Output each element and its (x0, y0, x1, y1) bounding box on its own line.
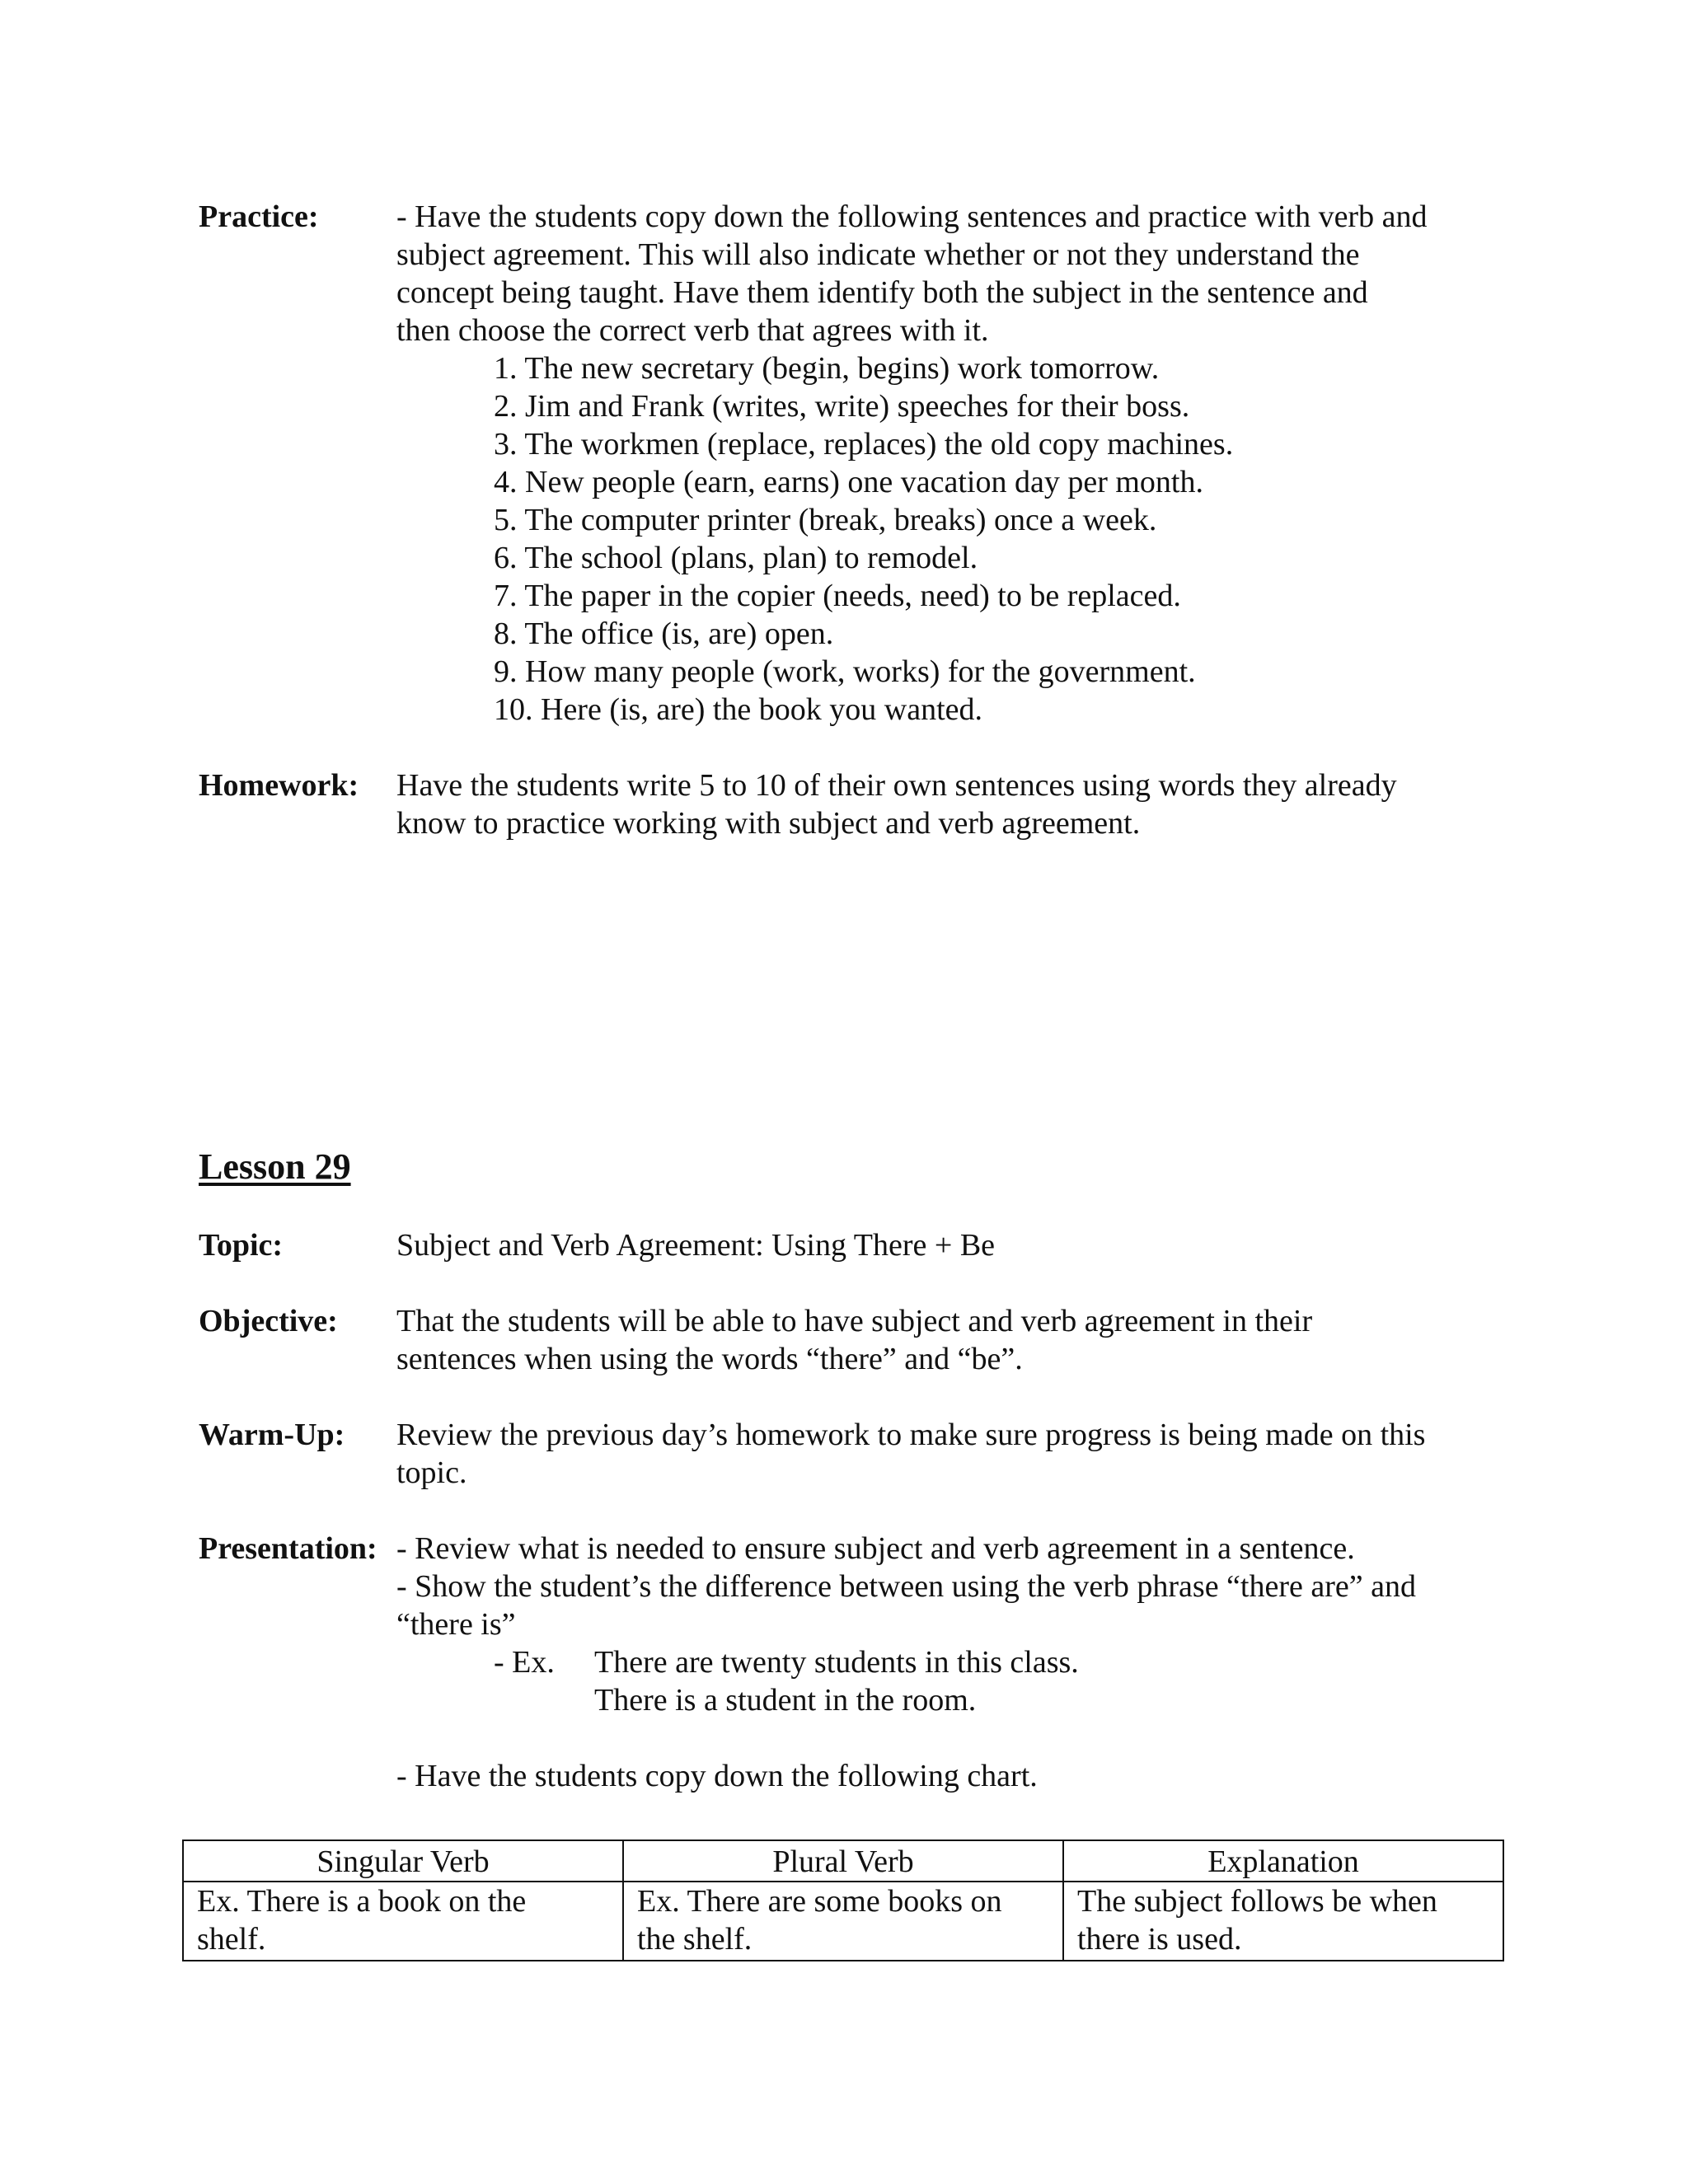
practice-label: Practice: (199, 199, 319, 234)
topic-label: Topic: (199, 1228, 284, 1263)
topic-text: Subject and Verb Agreement: Using There + Be (396, 1228, 996, 1263)
practice-item: 7. The paper in the copier (needs, need) to be replaced. (494, 579, 1181, 613)
example-row (396, 1643, 1688, 1681)
presentation-line: - Show the student’s the difference between using the verb phrase “there are” and (396, 1569, 1416, 1604)
practice-intro-line: - Have the students copy down the following sentences and practice with verb and (396, 199, 1428, 234)
homework-line: Have the students write 5 to 10 of their own sentences using words they already (396, 768, 1397, 803)
cell-line: there is used. (1077, 1922, 1242, 1957)
practice-item: 10. Here (is, are) the book you wanted. (494, 692, 983, 727)
warmup-body (396, 1416, 1688, 1492)
cell-line: shelf. (197, 1922, 266, 1957)
table-header-plural: Plural Verb (623, 1840, 1063, 1882)
practice-item: 4. New people (earn, earns) one vacation day per month. (494, 465, 1203, 499)
lesson-title: Lesson 29 (199, 1146, 351, 1187)
table-cell-plural (623, 1882, 1063, 1961)
table-cell-explanation (1063, 1882, 1503, 1961)
example-text: There is a student in the room. (594, 1683, 977, 1718)
practice-item: 9. How many people (work, works) for the government. (494, 654, 1196, 689)
objective-label: Objective: (199, 1304, 338, 1338)
warmup-line: Review the previous day’s homework to make sure progress is being made on this (396, 1418, 1426, 1452)
cell-line: Ex. There is a book on the (197, 1884, 527, 1919)
example-tag: - Ex. (494, 1645, 555, 1680)
practice-intro-line: then choose the correct verb that agrees with it. (396, 313, 989, 348)
presentation-label: Presentation: (199, 1531, 377, 1566)
practice-item: 2. Jim and Frank (writes, write) speeches for their boss. (494, 389, 1190, 424)
table-row (183, 1882, 1503, 1961)
verb-agreement-table (182, 1840, 1504, 1961)
presentation-body (396, 1530, 1688, 1795)
practice-item: 6. The school (plans, plan) to remodel. (494, 541, 978, 575)
table-cell-singular (183, 1882, 623, 1961)
table-header-singular: Singular Verb (183, 1840, 623, 1882)
presentation-line: - Review what is needed to ensure subject and verb agreement in a sentence. (396, 1531, 1355, 1566)
example-text: There are twenty students in this class. (594, 1645, 1079, 1680)
homework-body (396, 766, 1688, 842)
objective-body (396, 1302, 1688, 1378)
cell-line: the shelf. (637, 1922, 753, 1957)
objective-line: That the students will be able to have subject and verb agreement in their (396, 1304, 1313, 1338)
homework-line: know to practice working with subject and verb agreement. (396, 806, 1141, 841)
practice-item: 1. The new secretary (begin, begins) work tomorrow. (494, 351, 1160, 386)
practice-body (396, 198, 1688, 729)
practice-item: 3. The workmen (replace, replaces) the old copy machines. (494, 427, 1234, 462)
practice-intro-line: concept being taught. Have them identify both the subject in the sentence and (396, 275, 1368, 310)
homework-label: Homework: (199, 768, 359, 803)
warmup-label: Warm-Up: (199, 1418, 345, 1452)
table-header-row (183, 1840, 1503, 1882)
practice-item: 8. The office (is, are) open. (494, 616, 834, 651)
table-header-explanation: Explanation (1063, 1840, 1503, 1882)
objective-line: sentences when using the words “there” and “be”. (396, 1342, 1023, 1376)
topic-body (396, 1226, 1688, 1264)
cell-line: Ex. There are some books on (637, 1884, 1002, 1919)
practice-intro-line: subject agreement. This will also indicate whether or not they understand the (396, 237, 1360, 272)
presentation-closing: - Have the students copy down the following chart. (396, 1759, 1038, 1793)
cell-line: The subject follows be when (1077, 1884, 1437, 1919)
presentation-line: “there is” (396, 1607, 516, 1642)
practice-item: 5. The computer printer (break, breaks) once a week. (494, 503, 1157, 537)
warmup-line: topic. (396, 1455, 467, 1490)
